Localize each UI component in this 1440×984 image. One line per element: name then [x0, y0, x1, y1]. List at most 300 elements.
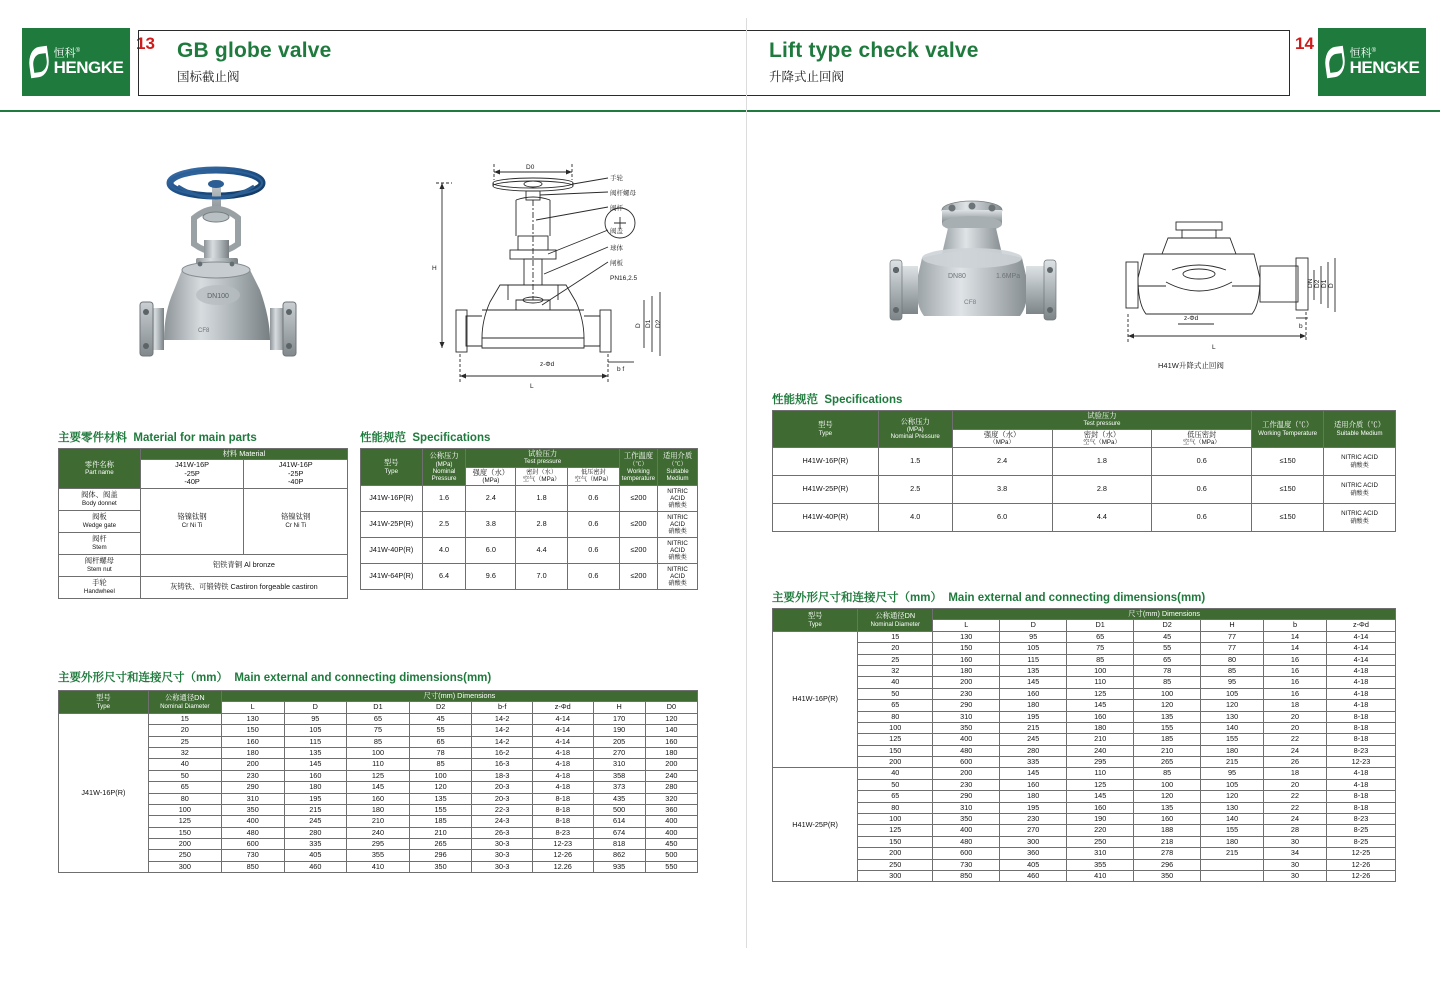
cell-D1: 145 — [347, 782, 410, 793]
cell-seal: 4.4 — [1052, 504, 1152, 532]
table-row — [361, 538, 698, 564]
cell-dn: 50 — [148, 770, 221, 781]
table-row — [773, 631, 1396, 642]
cell-H: 77 — [1201, 643, 1264, 654]
cell-H: 310 — [593, 759, 645, 770]
cell-D: 95 — [284, 713, 347, 724]
cell-D1: 190 — [1067, 814, 1134, 825]
specs-head-seal-cn: 密封（水） — [1083, 429, 1121, 439]
dims-head-dim: 尺寸(mm) Dimensions — [933, 609, 1396, 620]
cell-lowseal: 0.6 — [1152, 504, 1252, 532]
cell-medium-cn: 硝酸类 — [1350, 489, 1369, 497]
cell-D: 135 — [284, 747, 347, 758]
right-specs-table — [772, 410, 1396, 532]
cell-D: 115 — [1000, 654, 1067, 665]
check-valve-photo — [860, 188, 1090, 343]
left-dims-title-en: Main external and connecting dimensions(mm) — [234, 672, 492, 684]
cell-zd: 12-23 — [1326, 757, 1395, 768]
cell-D2: 155 — [1134, 722, 1201, 733]
cell-np: 4.0 — [422, 538, 466, 564]
cell-type: J41W-40P(R) — [361, 538, 423, 564]
materials-type-b-2: -25P — [287, 468, 304, 478]
cell-D2: 55 — [1134, 643, 1201, 654]
cell-D: 105 — [1000, 643, 1067, 654]
left-dims-table — [58, 690, 698, 873]
cell-zd: 4-14 — [532, 725, 593, 736]
material-value-en: Cr Ni Ti — [285, 521, 306, 529]
svg-text:CF8: CF8 — [198, 328, 210, 334]
cell-H: 120 — [1201, 700, 1264, 711]
left-dims-table-wrap — [58, 690, 698, 873]
cell-D: 95 — [1000, 631, 1067, 642]
cell-D2: 135 — [1134, 711, 1201, 722]
cell-D2: 100 — [409, 770, 472, 781]
table-row — [361, 486, 698, 512]
dims-col-bf: b-f — [472, 702, 533, 713]
cell-D1: 100 — [1067, 665, 1134, 676]
table-row — [59, 713, 698, 724]
cell-D1: 180 — [1067, 722, 1134, 733]
specs-head-tp-en: Test pressure — [524, 458, 562, 466]
table-row — [773, 836, 1396, 847]
cell-H: 130 — [1201, 802, 1264, 813]
cell-H: 270 — [593, 747, 645, 758]
cell-D: 195 — [284, 793, 347, 804]
cell-D1: 240 — [1067, 745, 1134, 756]
left-dims-title-cn: 主要外形尺寸和连接尺寸 — [58, 672, 185, 684]
cell-np: 4.0 — [878, 504, 952, 532]
cell-D: 335 — [1000, 757, 1067, 768]
globe-valve-photo — [120, 140, 360, 385]
cell-H: 105 — [1201, 779, 1264, 790]
materials-type-b-3: -40P — [287, 477, 304, 487]
cell-zd: 8-18 — [1326, 722, 1395, 733]
cell-H: 215 — [1201, 757, 1264, 768]
cell-D2: 120 — [1134, 791, 1201, 802]
cell-b: 16 — [1264, 654, 1327, 665]
cell-bf: 30-3 — [472, 861, 533, 872]
cell-medium-cn: 硝酸类 — [1350, 461, 1369, 469]
cell-D: 245 — [284, 816, 347, 827]
cell-L: 310 — [933, 802, 1000, 813]
cell-L: 160 — [933, 654, 1000, 665]
cell-zd: 8-23 — [1326, 745, 1395, 756]
cell-temp: ≤150 — [1252, 476, 1324, 504]
cell-H: 373 — [593, 782, 645, 793]
cell-bf: 26-3 — [472, 827, 533, 838]
cell-dn: 80 — [858, 802, 933, 813]
right-dims-title-en: Main external and connecting dimensions(mm) — [948, 592, 1206, 604]
cell-zd: 12-26 — [532, 850, 593, 861]
cell-L: 180 — [933, 665, 1000, 676]
table-row — [59, 770, 698, 781]
table-row — [773, 848, 1396, 859]
cell-D: 360 — [1000, 848, 1067, 859]
specs-head-strength-unit: (MPa) — [482, 476, 500, 484]
cell-L: 350 — [221, 804, 284, 815]
cell-D2: 278 — [1134, 848, 1201, 859]
cell-H — [1201, 870, 1264, 881]
cell-L: 480 — [221, 827, 284, 838]
cell-D: 145 — [1000, 677, 1067, 688]
right-dims-table — [772, 608, 1396, 882]
cell-D2: 350 — [409, 861, 472, 872]
table-row — [59, 725, 698, 736]
cell-D1: 145 — [1067, 791, 1134, 802]
specs-head-type-cn: 型号 — [384, 458, 399, 468]
cell-b: 24 — [1264, 814, 1327, 825]
specs-head-wt-en: Working Temperature — [1258, 429, 1318, 437]
cell-D: 230 — [1000, 814, 1067, 825]
table-row — [773, 665, 1396, 676]
cell-D2: 210 — [1134, 745, 1201, 756]
cell-zd: 4-18 — [1326, 779, 1395, 790]
cell-strength: 6.0 — [466, 538, 516, 564]
cell-H: 140 — [1201, 722, 1264, 733]
cell-L: 200 — [933, 677, 1000, 688]
cell-type-group: J41W-16P(R) — [59, 713, 149, 872]
cell-strength: 3.8 — [466, 512, 516, 538]
cell-L: 310 — [221, 793, 284, 804]
dims-col-H: H — [593, 702, 645, 713]
cell-bf: 14-2 — [472, 725, 533, 736]
check-valve-drawing — [1118, 208, 1338, 383]
registered-icon: ® — [1371, 47, 1377, 54]
cell-L: 200 — [933, 768, 1000, 779]
cell-b: 18 — [1264, 768, 1327, 779]
cell-D1: 65 — [1067, 631, 1134, 642]
cell-D2: 100 — [1134, 779, 1201, 790]
specs-head-wt-unit: （℃） — [629, 460, 648, 468]
cell-zd: 8-23 — [1326, 814, 1395, 825]
cell-dn: 100 — [858, 814, 933, 825]
right-dims-title-unit: （mm） — [898, 592, 942, 604]
cell-lowseal: 0.6 — [567, 564, 619, 590]
materials-head-part-en: Part name — [85, 468, 114, 476]
dims-col-D2: D2 — [409, 702, 472, 713]
cell-zd: 8-18 — [1326, 791, 1395, 802]
cell-dn: 50 — [858, 688, 933, 699]
cell-D1: 355 — [1067, 859, 1134, 870]
dim-dn-label: DN — [1307, 278, 1314, 288]
cell-L: 400 — [221, 816, 284, 827]
cell-D0: 240 — [645, 770, 697, 781]
cell-b: 26 — [1264, 757, 1327, 768]
left-specs-title-cn: 性能规范 — [360, 432, 406, 444]
cell-zd: 4-14 — [1326, 631, 1395, 642]
materials-title-en: Material for main parts — [133, 432, 257, 444]
cell-lowseal: 0.6 — [1152, 476, 1252, 504]
cell-D1: 160 — [1067, 802, 1134, 813]
page-number-right: 14 — [1295, 34, 1314, 53]
right-dims-title — [772, 588, 1205, 606]
page-title-right-cn: 升降式止回阀 — [769, 70, 845, 84]
dims-head-dn-cn: 公称通径DN — [164, 693, 205, 703]
specs-head-np-en: Nominal Pressure — [431, 467, 457, 482]
cell-L: 230 — [933, 779, 1000, 790]
cell-L: 290 — [221, 782, 284, 793]
cell-H: 155 — [1201, 825, 1264, 836]
cell-L: 180 — [221, 747, 284, 758]
cell-zd: 8-25 — [1326, 825, 1395, 836]
table-row — [773, 814, 1396, 825]
cell-seal: 4.4 — [516, 538, 568, 564]
globe-valve-drawing — [412, 150, 732, 405]
dim-d1-label-right: D1 — [1321, 279, 1328, 288]
cell-bf: 14-2 — [472, 736, 533, 747]
cell-D: 335 — [284, 839, 347, 850]
specs-head-np-cn: 公称压力 — [900, 416, 930, 426]
cell-D1: 160 — [1067, 711, 1134, 722]
table-row — [773, 768, 1396, 779]
specs-head-sm-cn: 适用介质（℃） — [1334, 420, 1386, 430]
left-specs-title — [360, 428, 490, 446]
cell-D0: 180 — [645, 747, 697, 758]
cell-zd: 12-26 — [1326, 859, 1395, 870]
table-row — [361, 512, 698, 538]
dim-l-label-right: L — [1212, 344, 1216, 351]
cell-D: 180 — [284, 782, 347, 793]
cell-H: 215 — [1201, 848, 1264, 859]
specs-head-seal-unit: 空气（MPa） — [522, 476, 561, 484]
cell-D1: 295 — [1067, 757, 1134, 768]
dims-head-dn-cn: 公称通径DN — [875, 611, 916, 621]
cell-H: 180 — [1201, 745, 1264, 756]
cell-D0: 550 — [645, 861, 697, 872]
cell-D1: 110 — [1067, 768, 1134, 779]
dim-d1-label: D1 — [645, 319, 652, 328]
specs-head-type-en: Type — [818, 429, 833, 437]
specs-head-np-en: Nominal Pressure — [890, 433, 940, 441]
cell-D0: 360 — [645, 804, 697, 815]
specs-head-wt-cn: 工作温度 — [623, 451, 654, 461]
dim-d2-label: D2 — [655, 319, 662, 328]
cell-dn: 300 — [148, 861, 221, 872]
cell-D1: 355 — [347, 850, 410, 861]
table-row — [773, 700, 1396, 711]
cell-b: 20 — [1264, 722, 1327, 733]
cell-zd: 4-18 — [1326, 768, 1395, 779]
left-dims-title — [58, 668, 491, 686]
dims-head-dn-en: Nominal Diameter — [160, 702, 210, 710]
table-row — [773, 688, 1396, 699]
cell-D: 145 — [1000, 768, 1067, 779]
table-row — [773, 745, 1396, 756]
cell-dn: 20 — [148, 725, 221, 736]
material-value-en: Cr Ni Ti — [181, 521, 203, 529]
cell-D2: 185 — [409, 816, 472, 827]
cell-D2: 85 — [1134, 677, 1201, 688]
dims-head-dim: 尺寸(mm) Dimensions — [221, 691, 697, 702]
cell-zd: 12-26 — [1326, 870, 1395, 881]
dim-d0-label: D0 — [526, 164, 535, 171]
cell-H: 180 — [1201, 836, 1264, 847]
cell-seal: 2.8 — [516, 512, 568, 538]
specs-head-type-cn: 型号 — [818, 420, 833, 430]
part-name-en: Stem — [92, 543, 107, 551]
cell-zd: 8-25 — [1326, 836, 1395, 847]
specs-head-strength-cn: 强度（水） — [472, 467, 510, 477]
cell-b: 16 — [1264, 677, 1327, 688]
cell-zd: 12-25 — [1326, 848, 1395, 859]
cell-zd: 12-23 — [532, 839, 593, 850]
dim-h-label: H — [432, 265, 437, 272]
cell-D1: 125 — [1067, 779, 1134, 790]
cell-H: 500 — [593, 804, 645, 815]
cell-bf: 16-3 — [472, 759, 533, 770]
leaf-icon — [29, 45, 51, 79]
part-name-en: Body donnet — [82, 499, 117, 507]
table-row — [773, 711, 1396, 722]
cell-D2: 65 — [1134, 654, 1201, 665]
cell-bf: 30-3 — [472, 839, 533, 850]
cell-b: 34 — [1264, 848, 1327, 859]
part-label-bonnet: 阀盖 — [610, 228, 623, 235]
dim-bolt-label: z-Φd — [540, 361, 555, 368]
table-row — [773, 476, 1396, 504]
cell-D0: 140 — [645, 725, 697, 736]
cell-D: 195 — [1000, 802, 1067, 813]
cell-b: 30 — [1264, 859, 1327, 870]
cell-b: 14 — [1264, 631, 1327, 642]
cell-D1: 145 — [1067, 700, 1134, 711]
pn-label: PN16,2.5 — [610, 275, 638, 282]
left-specs-table — [360, 448, 698, 590]
cell-dn: 40 — [148, 759, 221, 770]
cell-zd: 8-18 — [532, 804, 593, 815]
dims-col-D2: D2 — [1134, 620, 1201, 631]
cell-medium-cn: 硝酸类 — [668, 554, 687, 562]
cell-dn: 25 — [148, 736, 221, 747]
cell-dn: 32 — [858, 665, 933, 676]
cell-D2: 45 — [409, 713, 472, 724]
part-name-cn: 手轮 — [92, 578, 107, 588]
cell-zd: 4-14 — [1326, 643, 1395, 654]
dims-head-type-en: Type — [96, 702, 111, 710]
title-bar — [138, 30, 1290, 96]
dims-col-L: L — [933, 620, 1000, 631]
cell-D1: 250 — [1067, 836, 1134, 847]
specs-head-np-cn: 公称压力 — [429, 451, 459, 461]
cell-D0: 500 — [645, 850, 697, 861]
specs-head-wt-en: Working temperature — [621, 467, 656, 482]
cell-dn: 32 — [148, 747, 221, 758]
dim-l-label: L — [530, 383, 534, 390]
cell-L: 350 — [933, 722, 1000, 733]
cell-D1: 125 — [347, 770, 410, 781]
cell-zd: 12.26 — [532, 861, 593, 872]
dims-col-D: D — [1000, 620, 1067, 631]
cell-D0: 120 — [645, 713, 697, 724]
cell-D1: 410 — [347, 861, 410, 872]
cell-b: 16 — [1264, 665, 1327, 676]
dims-col-D: D — [284, 702, 347, 713]
cell-type: H41W-40P(R) — [773, 504, 879, 532]
cell-H: 674 — [593, 827, 645, 838]
cell-zd: 8-23 — [532, 827, 593, 838]
cell-dn: 250 — [148, 850, 221, 861]
table-row — [59, 850, 698, 861]
brand-cn: 恒科 — [53, 47, 76, 60]
specs-head-lowseal-cn: 低压密封 — [1187, 429, 1217, 439]
cell-D1: 220 — [1067, 825, 1134, 836]
specs-head-tp-cn: 试验压力 — [528, 449, 558, 458]
right-dims-title-cn: 主要外形尺寸和连接尺寸 — [772, 592, 899, 604]
cell-dn: 150 — [858, 745, 933, 756]
cell-dn: 65 — [858, 700, 933, 711]
cell-D2: 160 — [1134, 814, 1201, 825]
materials-type-a-1: J41W-16P — [175, 460, 210, 470]
dims-col-D0: D0 — [645, 702, 697, 713]
cell-seal: 1.8 — [516, 486, 568, 512]
cell-H: 614 — [593, 816, 645, 827]
drawing-caption: H41W升降式止回阀 — [1158, 361, 1224, 370]
cell-strength: 2.4 — [952, 448, 1052, 476]
specs-head-np-unit: (MPa) — [435, 460, 453, 468]
materials-type-a-2: -25P — [184, 468, 200, 478]
specs-head-lowseal-unit: 空气（MPa） — [574, 476, 613, 484]
cell-D2: 55 — [409, 725, 472, 736]
cell-H: 120 — [1201, 791, 1264, 802]
part-label-handwheel: 手轮 — [610, 175, 623, 182]
svg-text:DN100: DN100 — [207, 293, 229, 300]
specs-head-np-unit: (MPa) — [906, 426, 924, 434]
table-row — [59, 804, 698, 815]
cell-H: 435 — [593, 793, 645, 804]
cell-zd: 8-18 — [532, 793, 593, 804]
cell-D2: 65 — [409, 736, 472, 747]
cell-D: 270 — [1000, 825, 1067, 836]
materials-title — [58, 428, 257, 446]
cell-type: J41W-16P(R) — [361, 486, 423, 512]
cell-temp: ≤150 — [1252, 448, 1324, 476]
cell-L: 230 — [933, 688, 1000, 699]
right-specs-title-en: Specifications — [824, 394, 903, 406]
table-row — [773, 654, 1396, 665]
table-row — [773, 859, 1396, 870]
cell-zd: 4-18 — [1326, 688, 1395, 699]
cell-D1: 410 — [1067, 870, 1134, 881]
cell-b: 28 — [1264, 825, 1327, 836]
table-row — [59, 576, 348, 598]
cell-D: 160 — [284, 770, 347, 781]
table-row — [59, 816, 698, 827]
page-header — [0, 0, 1440, 110]
table-row — [59, 554, 348, 576]
cell-D0: 280 — [645, 782, 697, 793]
part-name-en: Wedge gate — [82, 521, 117, 529]
dims-head-type-cn: 型号 — [807, 611, 823, 621]
cell-zd: 4-14 — [1326, 654, 1395, 665]
cell-D0: 400 — [645, 816, 697, 827]
cell-zd: 8-18 — [1326, 802, 1395, 813]
cell-b: 16 — [1264, 688, 1327, 699]
cell-L: 350 — [933, 814, 1000, 825]
specs-head-seal-unit: 空气（MPa） — [1083, 438, 1121, 446]
cell-D1: 85 — [1067, 654, 1134, 665]
cell-strength: 3.8 — [952, 476, 1052, 504]
cell-np: 1.5 — [878, 448, 952, 476]
cell-L: 600 — [221, 839, 284, 850]
table-row — [59, 839, 698, 850]
cell-L: 130 — [933, 631, 1000, 642]
cell-dn: 125 — [858, 734, 933, 745]
cell-np: 1.6 — [422, 486, 466, 512]
cell-D1: 100 — [347, 747, 410, 758]
brand-cn: 恒科 — [1349, 47, 1372, 60]
dims-head-type-cn: 型号 — [96, 693, 111, 703]
page-title-left-en: GB globe valve — [177, 39, 332, 62]
